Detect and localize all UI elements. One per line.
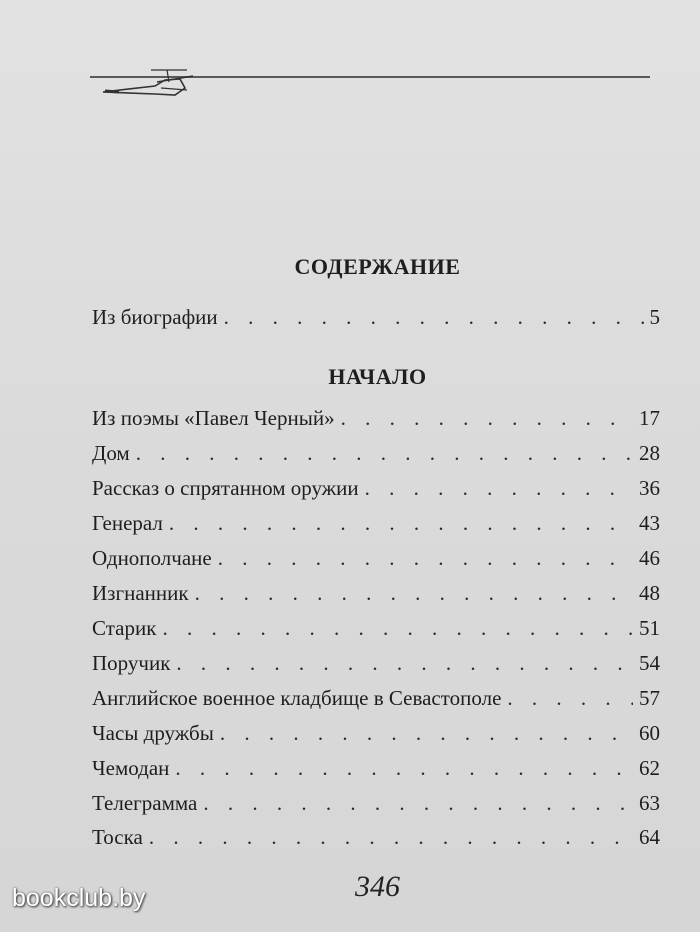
toc-entry[interactable] bbox=[92, 822, 660, 852]
toc-entry-title: Тоска bbox=[92, 825, 143, 849]
toc-entry-title: Однополчане bbox=[92, 546, 212, 570]
toc-entry-title: Чемодан bbox=[92, 756, 170, 780]
contents-heading: СОДЕРЖАНИЕ bbox=[294, 254, 461, 279]
toc-entry-page: 43 bbox=[639, 511, 660, 535]
toc-entry-page: 17 bbox=[639, 406, 660, 430]
toc-entry-page: 5 bbox=[649, 305, 660, 329]
dot-leader bbox=[224, 302, 644, 332]
toc-entry-page: 51 bbox=[639, 616, 660, 640]
toc-entry-title: Старик bbox=[92, 616, 157, 640]
dot-leader bbox=[365, 473, 633, 503]
toc-entry-page: 48 bbox=[639, 581, 660, 605]
dot-leader bbox=[220, 718, 633, 748]
toc-entry[interactable] bbox=[92, 508, 660, 538]
toc-entry[interactable] bbox=[92, 753, 660, 783]
section-heading: НАЧАЛО bbox=[328, 364, 427, 389]
site-watermark: bookclub.by bbox=[12, 884, 146, 912]
toc-entry-page: 64 bbox=[639, 825, 660, 849]
dot-leader bbox=[162, 613, 633, 643]
toc-entry-page: 54 bbox=[639, 651, 660, 675]
toc-entry-page: 63 bbox=[639, 791, 660, 815]
toc-entry[interactable] bbox=[92, 578, 660, 608]
toc-entry-title: Телеграмма bbox=[92, 791, 198, 815]
toc-entry-title: Из биографии bbox=[92, 305, 218, 329]
dot-leader bbox=[136, 438, 633, 468]
dot-leader bbox=[176, 648, 633, 678]
dot-leader bbox=[169, 508, 633, 538]
page-number: 346 bbox=[355, 870, 400, 903]
toc-entry[interactable] bbox=[92, 683, 660, 713]
toc-entry-page: 46 bbox=[639, 546, 660, 570]
dot-leader bbox=[149, 822, 633, 852]
toc-entry-title: Часы дружбы bbox=[92, 721, 214, 745]
dot-leader bbox=[218, 543, 633, 573]
toc-entry-page: 62 bbox=[639, 756, 660, 780]
toc-entry[interactable] bbox=[92, 788, 660, 818]
dot-leader bbox=[507, 683, 633, 713]
dot-leader bbox=[175, 753, 633, 783]
toc-entry-title: Из поэмы «Павел Черный» bbox=[92, 406, 335, 430]
toc-entry-title: Английское военное кладбище в Севастополе bbox=[92, 686, 502, 710]
toc-entry[interactable] bbox=[92, 718, 660, 748]
toc-entry[interactable] bbox=[92, 438, 660, 468]
dot-leader bbox=[203, 788, 633, 818]
toc-entry[interactable] bbox=[92, 543, 660, 573]
toc-entry-page: 60 bbox=[639, 721, 660, 745]
toc-entry-page: 57 bbox=[639, 686, 660, 710]
toc-entry-title: Дом bbox=[92, 441, 130, 465]
toc-entry[interactable] bbox=[92, 613, 660, 643]
dot-leader bbox=[341, 403, 633, 433]
toc-entry-page: 28 bbox=[639, 441, 660, 465]
toc-entry-title: Поручик bbox=[92, 651, 171, 675]
toc-entry[interactable] bbox=[92, 473, 660, 503]
toc-entry-title: Изгнанник bbox=[92, 581, 189, 605]
toc-entry-title: Генерал bbox=[92, 511, 163, 535]
toc-entry-page: 36 bbox=[639, 476, 660, 500]
toc-entry[interactable] bbox=[92, 403, 660, 433]
toc-entry[interactable] bbox=[92, 648, 660, 678]
airplane-ornament-icon bbox=[95, 62, 215, 107]
dot-leader bbox=[195, 578, 633, 608]
toc-entry[interactable] bbox=[92, 302, 660, 332]
toc-entry-title: Рассказ о спрятанном оружии bbox=[92, 476, 359, 500]
